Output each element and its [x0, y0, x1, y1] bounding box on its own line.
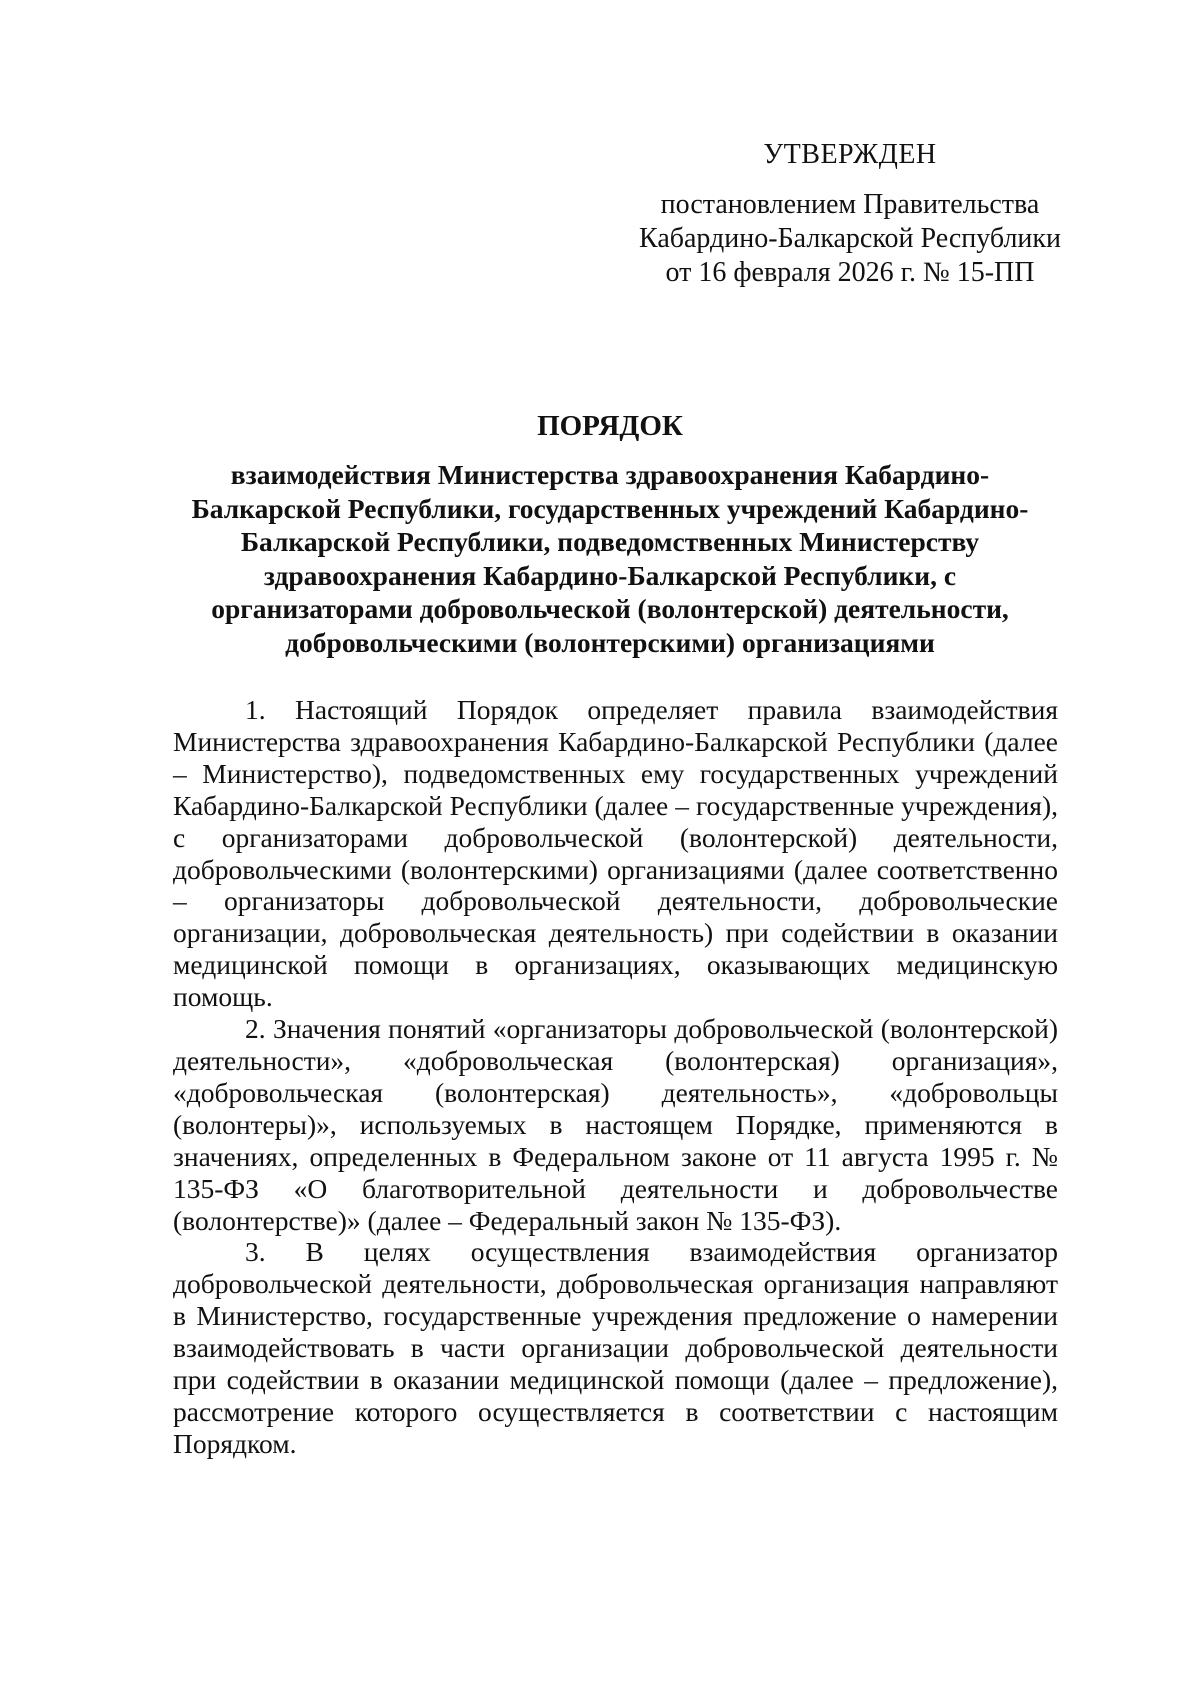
paragraph-1: 1. Настоящий Порядок определяет правила взаимодействия Министерства здравоохранения Кабардино-Балкарской Республики (далее – Министерство), подведомственных ему государственных учреждений Кабардино-Балкарской Республики (далее – государственные учреждения), с организаторами добровольческой (волонтерской) деятельности, добровольческими (волонтерскими) организациями (далее соответственно – организаторы добровольческой деятельности, добровольческие организации, добровольческая деятельность) при содействии в оказании медицинской помощи в организациях, оказывающих медицинскую помощь. — [173, 694, 1058, 1013]
document-subject: взаимодействия Министерства здравоохранения Кабардино-Балкарской Республики, государственных учреждений Кабардино-Балкарской Республики, подведомственных Министерству здравоохранения Кабардино-Балкарской Республики, с организаторами добровольческой (волонтерской) деятельности, добровольческими (волонтерскими) организациями — [191, 459, 1029, 658]
paragraph-2: 2. Значения понятий «организаторы добровольческой (волонтерской) деятельности», «добровольческая (волонтерская) организация», «добровольческая (волонтерская) деятельность», «добровольцы (волонтеры)», используемых в настоящем Порядке, применяются в значениях, определенных в Федеральном законе от 11 августа 1995 г. № 135-ФЗ «О благотворительной деятельности и добровольчестве (волонтерстве)» (далее – Федеральный закон № 135-ФЗ). — [173, 1013, 1058, 1236]
document-heading — [170, 408, 1050, 659]
approval-line: от 16 февраля 2026 г. № 15-ПП — [665, 257, 1035, 288]
paragraph-3: 3. В целях осуществления взаимодействия организатор добровольческой деятельности, добровольческая организация направляют в Министерство, государственные учреждения предложение о намерении взаимодействовать в части организации добровольческой деятельности при содействии в оказании медицинской помощи (далее – предложение), рассмотрение которого осуществляется в соответствии с настоящим Порядком. — [173, 1236, 1058, 1459]
document-body — [173, 694, 1058, 1460]
approval-line: Кабардино-Балкарской Республики — [639, 223, 1061, 254]
approval-block — [630, 138, 1070, 290]
approval-line: постановлением Правительства — [660, 189, 1040, 220]
document-type-title: ПОРЯДОК — [537, 410, 683, 442]
approval-title: УТВЕРЖДЕН — [763, 139, 937, 170]
